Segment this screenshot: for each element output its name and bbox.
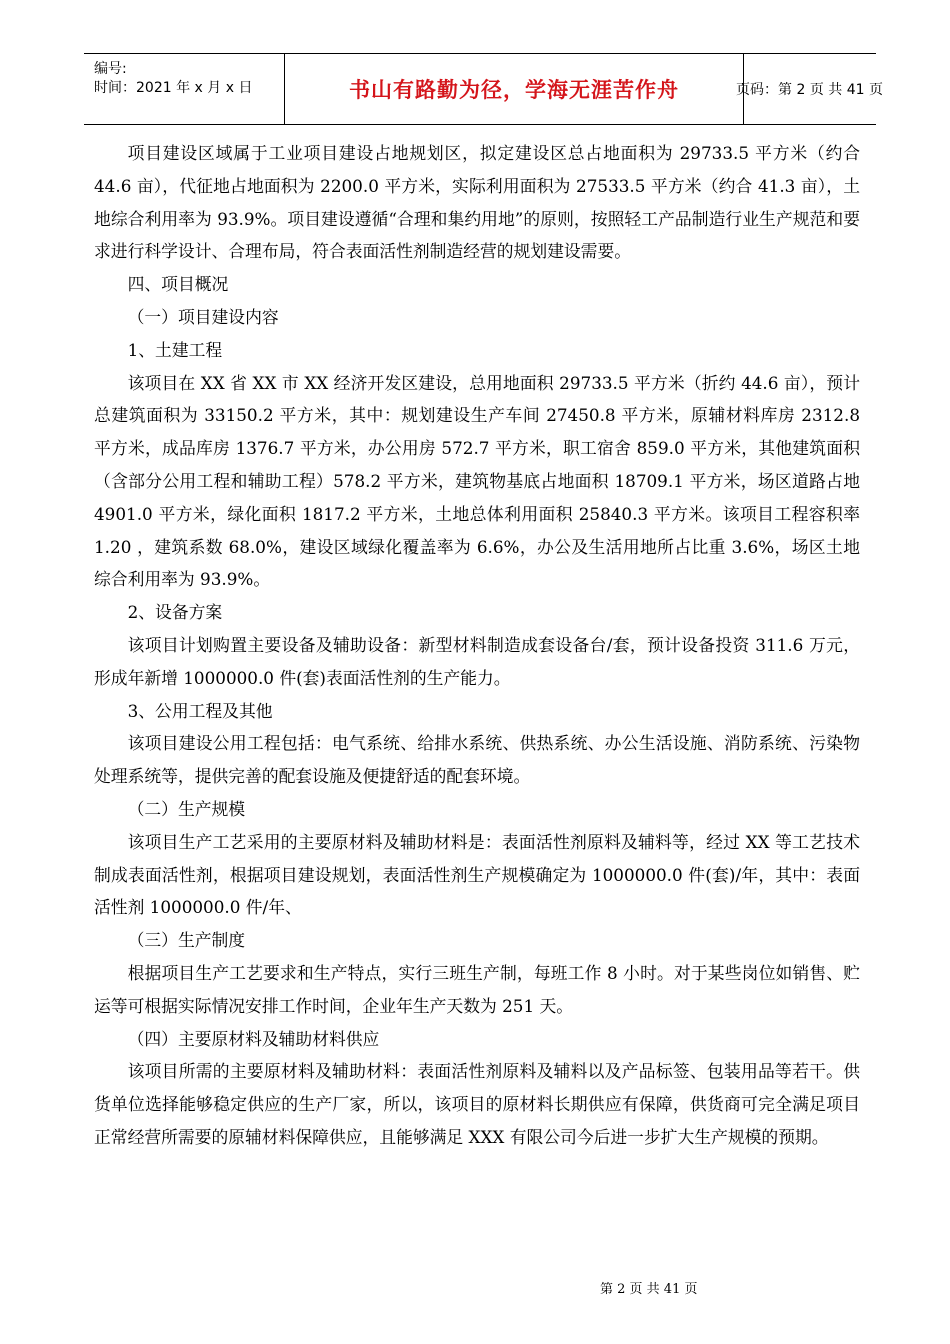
subsection-heading-scale: （二）生产规模	[127, 798, 246, 819]
doc-time-label: 时间：2021 年 x 月 x 日	[94, 80, 253, 96]
header-page-info-text: 页码：第 2 页 共 41 页	[736, 82, 883, 98]
paragraph-equipment: 该项目计划购置主要设备及辅助设备：新型材料制造成套设备台/套，预计设备投资 311.6 万元，形成年新增 1000000.0 件(套)表面活性剂的生产能力。	[94, 634, 860, 688]
header-page-info	[736, 54, 883, 124]
item-heading-civil: 1、土建工程	[127, 339, 223, 360]
document-body	[94, 137, 860, 1154]
item-heading-public-works: 3、公用工程及其他	[127, 700, 273, 721]
doc-number-label: 编号:	[94, 61, 127, 77]
header-meta	[84, 54, 284, 124]
paragraph-scale: 该项目生产工艺采用的主要原材料及辅助材料是：表面活性剂原料及辅料等，经过 XX 等工艺技术制成表面活性剂，根据项目建设规划，表面活性剂生产规模确定为 1000000.0 件(套)/年，其中：表面活性剂 1000000.0 件/年、	[94, 831, 860, 918]
paragraph-land-use: 项目建设区域属于工业项目建设占地规划区，拟定建设区总占地面积为 29733.5 平方米（约合 44.6 亩），代征地占地面积为 2200.0 平方米，实际利用面积为 27533.5 平方米（约合 41.3 亩），土地综合利用率为 93.9%。项目建设遵循“合理和集约用地”的原则，按照轻工产品制造行业生产规范和要求进行科学设计、合理布局，符合表面活性剂制造经营的规划建设需要。	[94, 143, 860, 262]
subsection-heading-construction: （一）项目建设内容	[127, 306, 279, 327]
subsection-heading-materials: （四）主要原材料及辅助材料供应	[127, 1028, 380, 1049]
paragraph-public-works: 该项目建设公用工程包括：电气系统、给排水系统、供热系统、办公生活设施、消防系统、污染物处理系统等，提供完善的配套设施及便捷舒适的配套环境。	[94, 733, 860, 787]
item-heading-equipment: 2、设备方案	[127, 602, 223, 623]
paragraph-materials: 该项目所需的主要原材料及辅助材料：表面活性剂原料及辅料以及产品标签、包装用品等若干。供货单位选择能够稳定供应的生产厂家，所以，该项目的原材料长期供应有保障，供货商可完全满足项目正常经营所需要的原辅材料保障供应，且能够满足 XXX 有限公司今后进一步扩大生产规模的预期。	[94, 1061, 860, 1147]
section-heading-overview: 四、项目概况	[127, 274, 229, 295]
page-header	[84, 53, 883, 125]
footer-page-number: 第 2 页 共 41 页	[600, 1282, 698, 1297]
header-motto: 书山有路勤为径，学海无涯苦作舟	[284, 54, 744, 124]
paragraph-schedule: 根据项目生产工艺要求和生产特点，实行三班生产制，每班工作 8 小时。对于某些岗位如销售、贮运等可根据实际情况安排工作时间，企业年生产天数为 251 天。	[94, 962, 860, 1016]
paragraph-civil: 该项目在 XX 省 XX 市 XX 经济开发区建设，总用地面积 29733.5 平方米（折约 44.6 亩），预计总建筑面积为 33150.2 平方米，其中：规划建设生产车间 27450.8 平方米，原辅材料库房 2312.8 平方米，成品库房 1376.7 平方米，办公用房 572.7 平方米，职工宿舍 859.0 平方米，其他建筑面积（含部分公用工程和辅助工程）578.2 平方米，建筑物基底占地面积 18709.1 平方米，场区道路占地 4901.0 平方米，绿化面积 1817.2 平方米，土地总体利用面积 25840.3 平方米。该项目工程容积率 1.20 ，建筑系数 68.0%，建设区域绿化覆盖率为 6.6%，办公及生活用地所占比重 3.6%，场区土地综合利用率为 93.9%。	[94, 372, 860, 590]
subsection-heading-schedule: （三）生产制度	[127, 930, 246, 951]
